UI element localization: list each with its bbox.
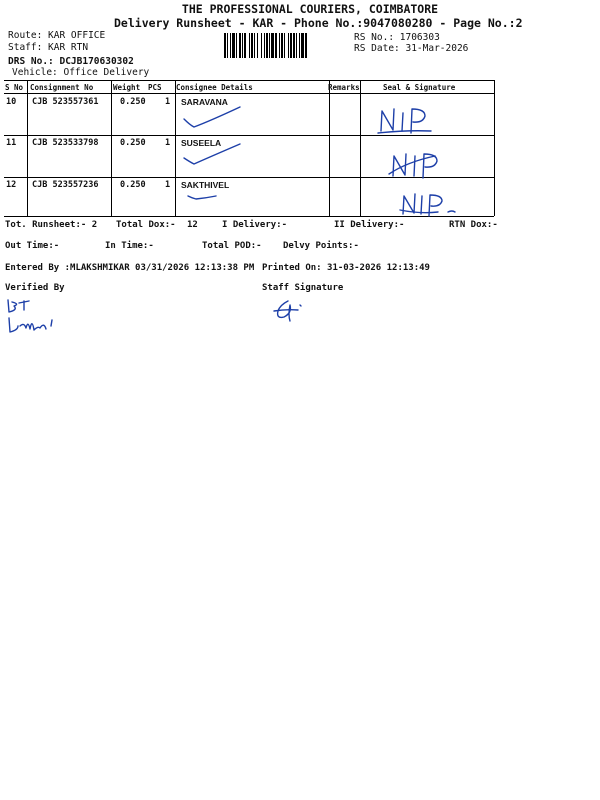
nip-signature-icon — [398, 190, 460, 220]
staff-signature-icon — [270, 297, 310, 325]
checkmark-icon — [186, 188, 226, 204]
row-weight: 0.250 — [120, 180, 146, 190]
total-dox-value: 12 — [187, 220, 198, 230]
column-divider — [27, 80, 28, 216]
barcode-image — [224, 33, 349, 58]
row-consignment: CJB 523557361 — [32, 97, 99, 107]
in-time: In Time:- — [105, 241, 154, 251]
row-weight: 0.250 — [120, 97, 146, 107]
verifier-signature-icon — [4, 296, 62, 338]
printed-on: Printed On: 31-03-2026 12:13:49 — [262, 263, 430, 273]
row-sno: 11 — [6, 138, 17, 148]
column-divider — [494, 80, 495, 216]
checkmark-icon — [180, 142, 250, 172]
verified-by-label: Verified By — [5, 283, 65, 293]
col-header-consignment: Consignment No — [30, 83, 94, 92]
total-pod: Total POD:- — [202, 241, 262, 251]
nip-signature-icon — [375, 103, 435, 135]
rs-date: RS Date: 31-Mar-2026 — [354, 43, 469, 54]
table-top-border — [4, 80, 494, 81]
entered-by: Entered By :MLAKSHMIKAR 03/31/2026 12:13:38 PM — [5, 263, 255, 273]
row-pcs: 1 — [165, 138, 171, 148]
column-divider — [175, 80, 176, 216]
route-label: Route: KAR OFFICE — [8, 30, 106, 41]
row-pcs: 1 — [165, 180, 171, 190]
col-header-sno: S No — [5, 83, 24, 92]
vehicle-label: Vehicle: Office Delivery — [12, 67, 150, 78]
column-divider — [329, 80, 330, 216]
col-header-consignee: Consignee Details — [176, 83, 253, 92]
tot-runsheet: Tot. Runsheet:- 2 — [5, 220, 98, 230]
col-header-seal: Seal & Signature — [383, 83, 456, 92]
col-header-weight: Weight — [113, 83, 141, 92]
col-header-pcs: PCS — [148, 83, 162, 92]
row-consignee: SAKTHIVEL — [181, 180, 230, 190]
row-sno: 12 — [6, 180, 17, 190]
runsheet-subtitle: Delivery Runsheet - KAR - Phone No.:9047080280 - Page No.:2 — [114, 16, 523, 30]
staff-label: Staff: KAR RTN — [8, 42, 89, 53]
table-header-bottom-border — [4, 93, 494, 94]
row-sno: 10 — [6, 97, 17, 107]
row-weight: 0.250 — [120, 138, 146, 148]
drs-number: DRS No.: DCJB170630302 — [8, 56, 134, 67]
row-divider — [4, 135, 494, 136]
col-header-remarks: Remarks — [328, 83, 360, 92]
staff-signature-label: Staff Signature — [262, 283, 344, 293]
nip-signature-icon — [387, 148, 447, 180]
row-pcs: 1 — [165, 97, 171, 107]
row-consignment: CJB 523533798 — [32, 138, 99, 148]
row-consignee: SUSEELA — [181, 138, 222, 148]
rs-number: RS No.: 1706303 — [354, 32, 440, 43]
company-title: THE PROFESSIONAL COURIERS, COIMBATORE — [181, 2, 439, 16]
checkmark-icon — [180, 105, 250, 135]
ii-delivery: II Delivery:- — [334, 220, 405, 230]
row-consignment: CJB 523557236 — [32, 180, 99, 190]
column-divider — [360, 80, 361, 216]
out-time: Out Time:- — [5, 241, 60, 251]
row-consignee: SARAVANA — [181, 97, 228, 107]
rtn-dox: RTN Dox:- — [449, 220, 498, 230]
i-delivery: I Delivery:- — [222, 220, 288, 230]
total-dox-label: Total Dox:- — [116, 220, 176, 230]
column-divider — [111, 80, 112, 216]
delvy-points: Delvy Points:- — [283, 241, 359, 251]
